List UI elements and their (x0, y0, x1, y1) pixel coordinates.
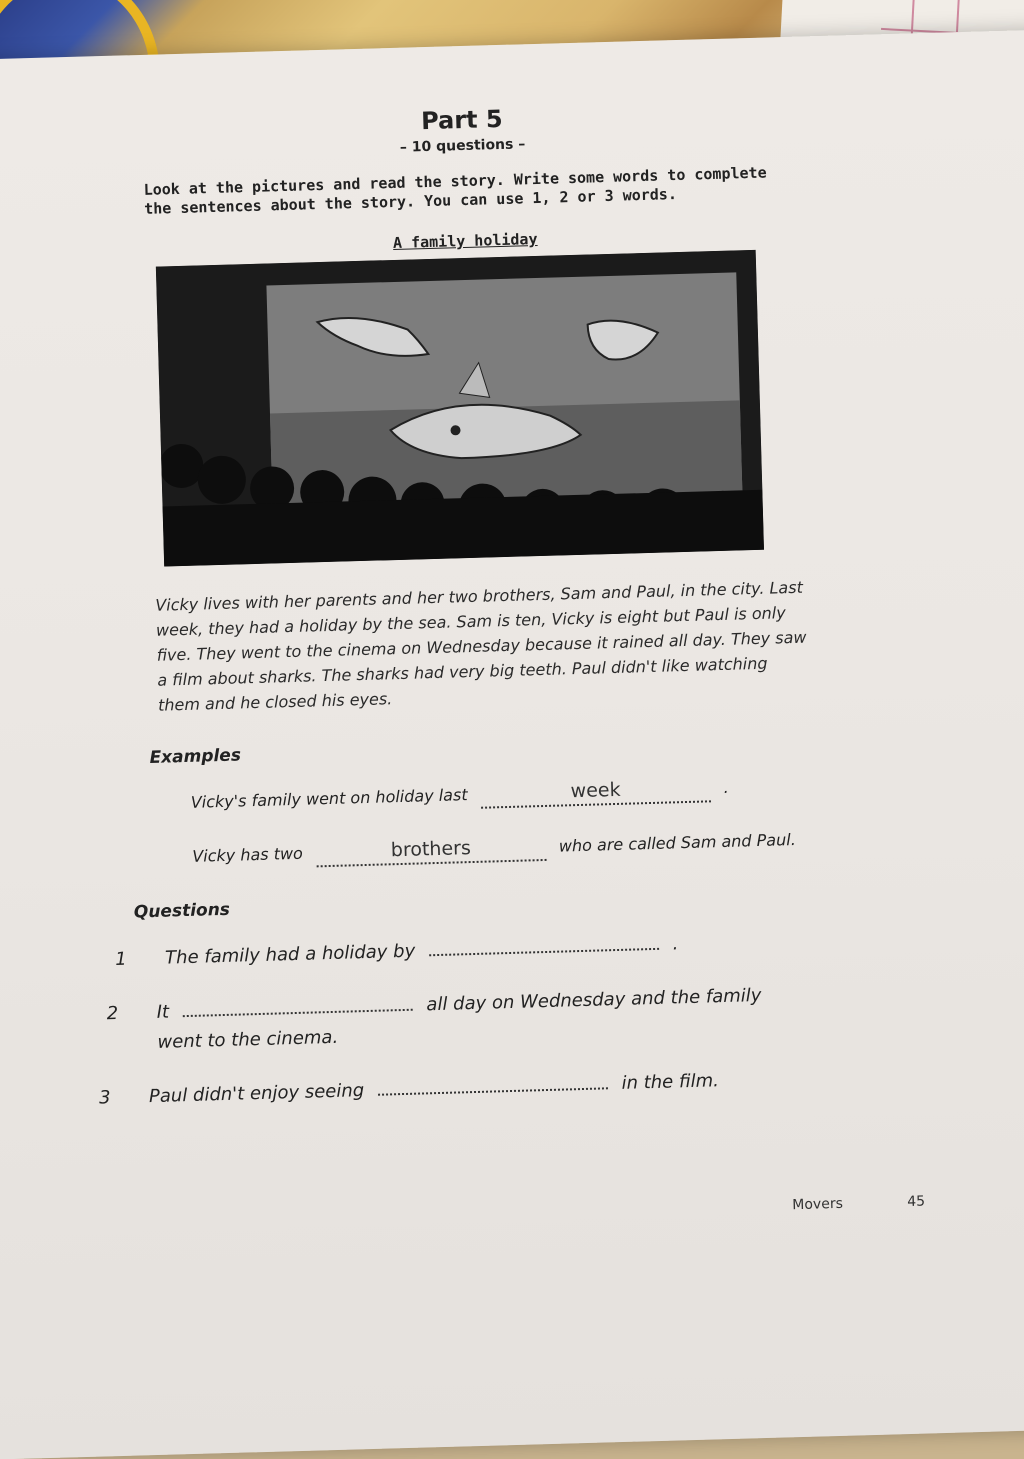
worksheet-page (0, 29, 1024, 1459)
question-1-answer-field[interactable] (429, 948, 659, 956)
instructions: Look at the pictures and read the story. Write some words to complete the sentences about the story. You can use 1, 2 or 3 words. (143, 163, 767, 218)
question-2-answer-field[interactable] (183, 1009, 413, 1017)
question-1-number: 1 (114, 948, 127, 971)
question-3-number: 3 (98, 1087, 111, 1109)
example-2-answer: brothers (316, 833, 547, 867)
question-2-number: 2 (106, 1002, 119, 1025)
part-title: Part 5 (420, 104, 503, 136)
cinema-illustration (156, 250, 764, 567)
questions-label: Questions (133, 899, 231, 923)
question-3-answer-field[interactable] (378, 1087, 608, 1095)
example-2: Vicky has two brothers who are called Sam and Paul. (192, 829, 797, 866)
worksheet-content (98, 97, 810, 1135)
question-count: – 10 questions – (399, 136, 526, 156)
example-1: Vicky's family went on holiday last week . (190, 772, 801, 817)
footer-level: Movers (792, 1195, 844, 1214)
story-text: Vicky lives with her parents and her two brothers, Sam and Paul, in the city. Last week, they had a holiday by the sea. Sam is ten, Vicky is eight but Paul is only five. They went to the cinema on Wednesday because it rained all day. They saw a film about sharks. The sharks had very big teeth. Paul didn't like watching them and he closed his eyes. (155, 577, 807, 715)
question-3: 3 Paul didn't enjoy seeing in the film. (149, 1064, 810, 1112)
question-2: 2 It all day on Wednesday and the family went to the cinema. (106, 984, 762, 1053)
example-1-answer: week (480, 774, 711, 808)
page-number: 45 (907, 1193, 926, 1210)
story-title: A family holiday (392, 229, 538, 252)
question-1: 1 The family had a holiday by . (165, 926, 806, 974)
examples-label: Examples (149, 745, 242, 768)
cinema-picture (156, 250, 764, 567)
